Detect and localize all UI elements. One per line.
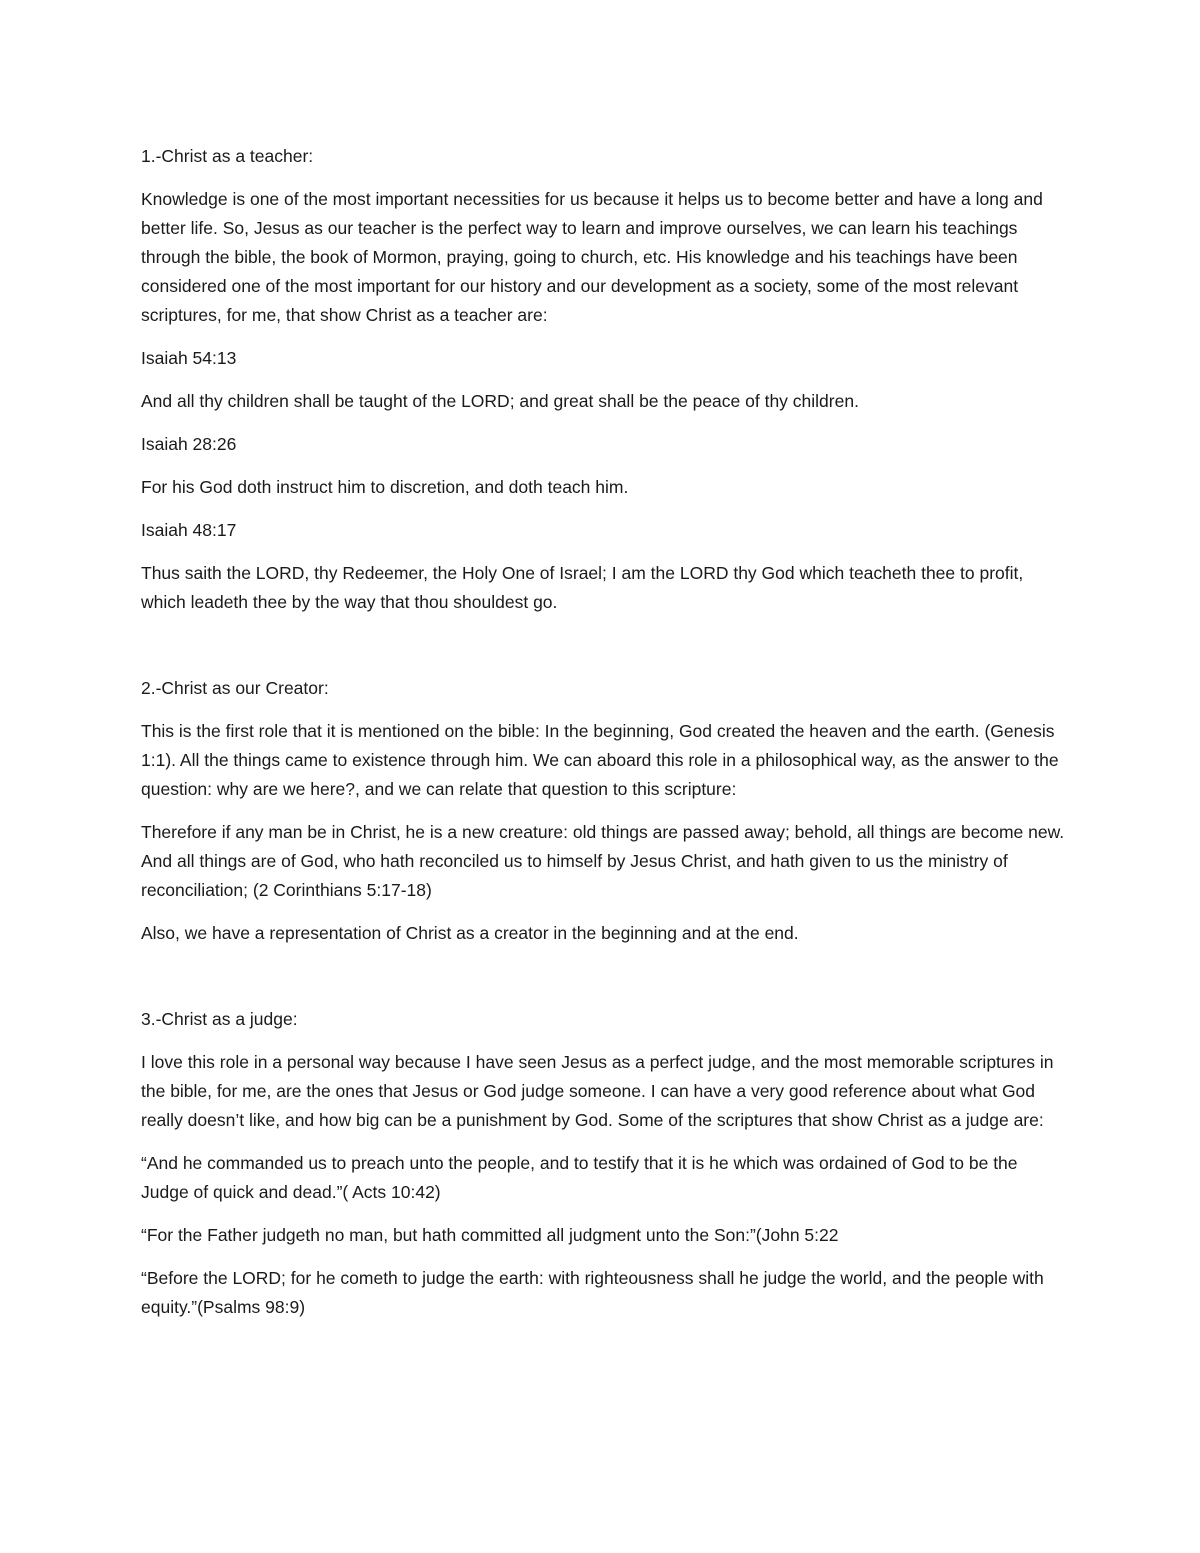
scripture-reference: Isaiah 54:13: [141, 348, 237, 368]
scripture-quote: “For the Father judgeth no man, but hath committed all judgment unto the Son:”(John 5:22: [141, 1225, 839, 1245]
scripture-quote: “And he commanded us to preach unto the people, and to testify that it is he which was ordained of God to be the Judge of quick and dead.”( Acts 10:42): [141, 1153, 1018, 1202]
section-spacer: [141, 631, 1066, 674]
scripture-reference: Isaiah 48:17: [141, 520, 237, 540]
section-1-heading: 1.-Christ as a teacher:: [141, 146, 314, 166]
scripture-reference: Isaiah 28:26: [141, 434, 237, 454]
scripture-verse: Thus saith the LORD, thy Redeemer, the Holy One of Israel; I am the LORD thy God which teacheth thee to profit, which leadeth thee by the way that thou shouldest go.: [141, 563, 1024, 612]
scripture-verse: Therefore if any man be in Christ, he is a new creature: old things are passed away; behold, all things are become new. And all things are of God, who hath reconciled us to himself by Jesus Christ, and hath given to us the ministry of reconciliation; (2 Corinthians 5:17-18): [141, 822, 1065, 900]
section-2-intro: This is the first role that it is mentioned on the bible: In the beginning, God created the heaven and the earth. (Genesis 1:1). All the things came to existence through him. We can aboard this role in a philosophical way, as the answer to the question: why are we here?, and we can relate that question to this scripture:: [141, 721, 1059, 799]
document-body: [141, 142, 1066, 1336]
scripture-verse: For his God doth instruct him to discretion, and doth teach him.: [141, 477, 629, 497]
section-spacer: [141, 962, 1066, 1005]
section-2-heading: 2.-Christ as our Creator:: [141, 678, 329, 698]
scripture-verse: And all thy children shall be taught of the LORD; and great shall be the peace of thy children.: [141, 391, 859, 411]
scripture-quote: “Before the LORD; for he cometh to judge the earth: with righteousness shall he judge the world, and the people with equity.”(Psalms 98:9): [141, 1268, 1044, 1317]
section-3-intro: I love this role in a personal way because I have seen Jesus as a perfect judge, and the most memorable scriptures in the bible, for me, are the ones that Jesus or God judge someone. I can have a very good reference about what God really doesn’t like, and how big can be a punishment by God. Some of the scriptures that show Christ as a judge are:: [141, 1052, 1054, 1130]
section-2-closing: Also, we have a representation of Christ as a creator in the beginning and at the end.: [141, 923, 799, 943]
section-3-heading: 3.-Christ as a judge:: [141, 1009, 298, 1029]
section-1-intro: Knowledge is one of the most important necessities for us because it helps us to become better and have a long and better life. So, Jesus as our teacher is the perfect way to learn and improve ourselves, we can learn his teachings through the bible, the book of Mormon, praying, going to church, etc. His knowledge and his teachings have been considered one of the most important for our history and our development as a society, some of the most relevant scriptures, for me, that show Christ as a teacher are:: [141, 189, 1043, 325]
